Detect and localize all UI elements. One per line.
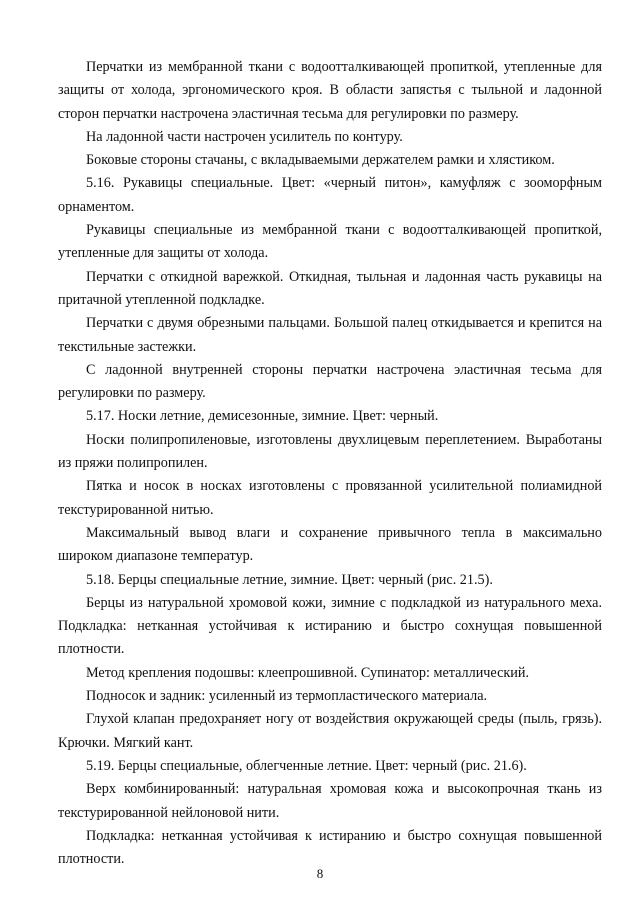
- paragraph-heel-toe: Пятка и носок в носках изготовлены с провязанной усилительной полиамидной текстурированной нитью.: [58, 478, 602, 518]
- section-heading-5-19: 5.19. Берцы специальные, облегченные летние. Цвет: черный (рис. 21.6).: [86, 757, 527, 774]
- paragraph-socks-polypropylene: Носки полипропиленовые, изготовлены двухлицевым переплетением. Выработаны из пряжи полипропилен.: [58, 431, 602, 472]
- paragraph-flip-mitten: Перчатки с откидной варежкой. Откидная, тыльная и ладонная часть рукавицы на притачной утепленной подкладке.: [58, 268, 602, 308]
- section-heading-5-18: 5.18. Берцы специальные летние, зимние. Цвет: черный (рис. 21.5).: [86, 571, 493, 588]
- paragraph-gusset-flap: Глухой клапан предохраняет ногу от воздействия окружающей среды (пыль, грязь). Крючки. Мягкий кант.: [58, 711, 602, 751]
- paragraph-moisture-wicking: Максимальный вывод влаги и сохранение привычного тепла в максимально широком диапазоне температур.: [58, 524, 602, 565]
- paragraph-sole-method: Метод крепления подошвы: клеепрошивной. Супинатор: металлический.: [86, 664, 529, 681]
- page-number: 8: [316, 866, 324, 881]
- section-heading-5-16: 5.16. Рукавицы специальные. Цвет: «черный питон», камуфляж с зооморфным орнаментом.: [58, 175, 602, 215]
- paragraph-side-seams: Боковые стороны стачаны, с вкладываемыми держателем рамки и хлястиком.: [86, 152, 555, 169]
- paragraph-gloves-membrane: Перчатки из мембранной ткани с водоотталкивающей пропиткой, утепленные для защиты от холода, эргономического кроя. В области запястья с тыльной и ладонной сторон перчатки настрочена эластичная тесьма для регулировки по размеру.: [58, 59, 602, 122]
- section-heading-5-17: 5.17. Носки летние, демисезонные, зимние. Цвет: черный.: [86, 408, 439, 425]
- paragraph-lining: Подкладка: нетканная устойчивая к истиранию и быстро сохнущая повышенной плотности.: [58, 827, 602, 868]
- paragraph-combined-upper: Верх комбинированный: натуральная хромовая кожа и высокопрочная ткань из текстурированной нейлоновой нити.: [58, 781, 602, 821]
- paragraph-palm-reinforcement: На ладонной части настрочен усилитель по контуру.: [86, 128, 403, 145]
- paragraph-boots-leather: Берцы из натуральной хромовой кожи, зимние с подкладкой из натурального меха. Подкладка: нетканная устойчивая к истиранию и быстро сохнущая повышенной плотности.: [58, 594, 602, 658]
- paragraph-toe-heel-cap: Подносок и задник: усиленный из термопластического материала.: [86, 688, 488, 705]
- paragraph-elastic-tape: С ладонной внутренней стороны перчатки настрочена эластичная тесьма для регулировки по размеру.: [58, 361, 602, 402]
- paragraph-two-cut-fingers: Перчатки с двумя обрезными пальцами. Большой палец откидывается и крепится на текстильные застежки.: [58, 315, 602, 355]
- paragraph-mittens-membrane: Рукавицы специальные из мембранной ткани с водоотталкивающей пропиткой, утепленные для защиты от холода.: [58, 222, 602, 262]
